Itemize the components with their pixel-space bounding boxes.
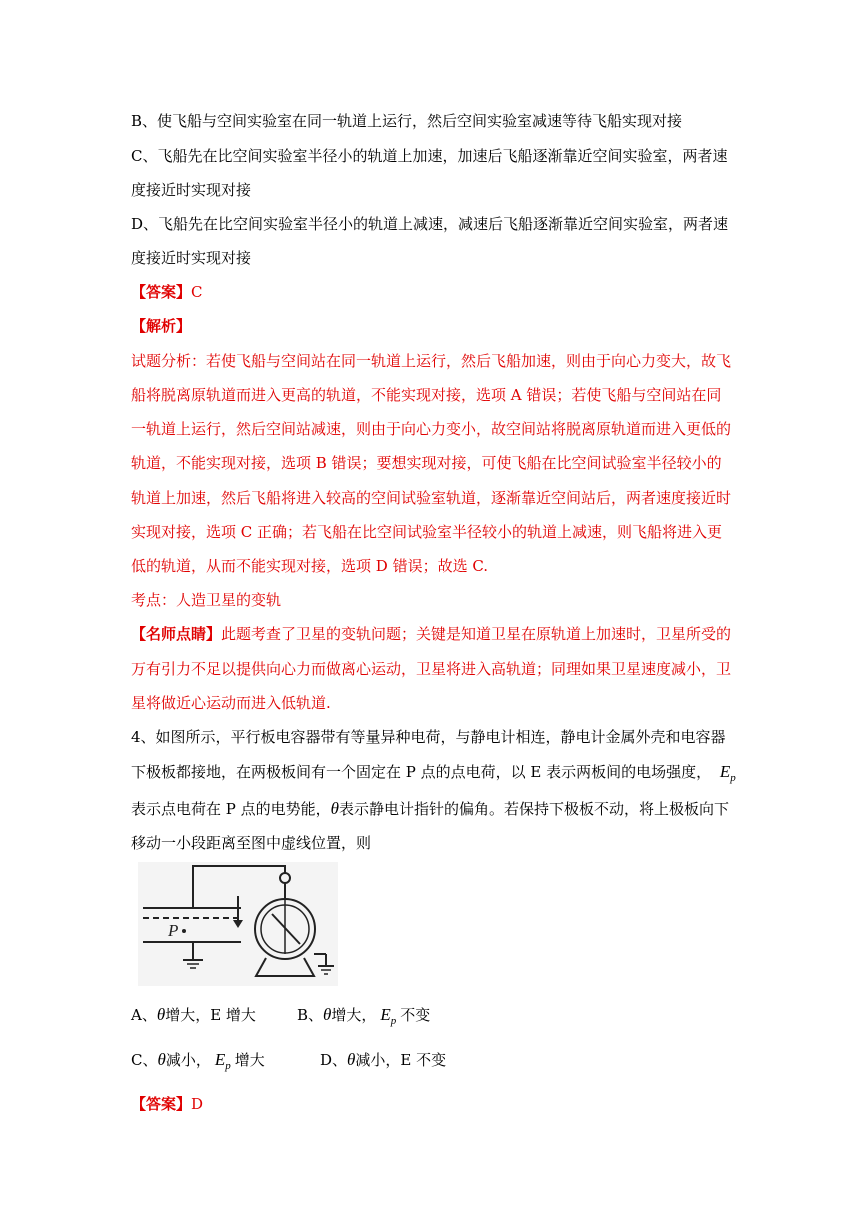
analysis-label-row [131,316,191,336]
comment-line-3: 星将做近心运动而进入低轨道. [131,694,331,712]
ep-symbol: $E_p$ [214,1050,231,1072]
ep-symbol: $E_p$ [380,1005,397,1027]
analysis-line: 试题分析：若使飞船与空间站在同一轨道上运行，然后飞船加速，则由于向心力变大，故飞 [131,352,732,370]
comment-line-1 [131,624,731,644]
circuit-diagram [138,862,338,986]
kaodian: 考点：人造卫星的变轨 [131,591,282,609]
theta-symbol: θ [156,1005,166,1024]
q4-stem-text: 下极板都接地，在两极板间有一个固定在 P 点的点电荷，以 E 表示两板间的电场强度， [131,763,712,781]
analysis-line: 轨道上加速，然后飞船将进入较高的空间试验室轨道，逐渐靠近空间站后，两者速度接近时 [131,489,732,507]
ep-symbol: $E_p$ [719,762,736,784]
answer-row [131,282,203,302]
comment-line-2: 万有引力不足以提供向心力而做离心运动，卫星将进入高轨道；同理如果卫星速度减小，卫 [131,660,732,678]
option-a: A、θ增大，E 增大 [131,1005,256,1024]
theta-symbol: θ [330,799,339,818]
analysis-label: 【解析】 [131,317,192,335]
option-b: B、使飞船与空间实验室在同一轨道上运行，然后空间实验室减速等待飞船实现对接 [131,112,683,130]
theta-symbol: θ [347,1050,356,1069]
option-c-line-1: C、飞船先在比空间实验室半径小的轨道上加速，加速后飞船逐渐靠近空间实验室，两者速 [131,147,728,165]
q4-stem-line-4: 移动一小段距离至图中虚线位置，则 [131,834,372,852]
comment-label: 【名师点睛】 [131,625,222,643]
analysis-line: 轨道，不能实现对接，选项 B 错误；要想实现对接，可使飞船在比空间试验室半径较小的 [131,454,722,472]
capacitor-electrometer-figure [138,862,338,990]
option-d-line-1: D、飞船先在比空间实验室半径小的轨道上减速，减速后飞船逐渐靠近空间实验室，两者速 [131,215,729,233]
analysis-line: 低的轨道，从而不能实现对接，选项 D 错误；故选 C. [131,557,489,575]
point-p-label: P [168,921,179,940]
q4-stem-line-1: 4、如图所示，平行板电容器带有等量异种电荷，与静电计相连，静电计金属外壳和电容器 [131,728,726,746]
theta-symbol: θ [323,1005,332,1024]
option-d: D、θ减小，E 不变 [320,1050,447,1069]
option-c: C、θ减小， $E_p$ 增大 [131,1050,265,1072]
answer-value: D [191,1095,204,1113]
comment-text: 此题考查了卫星的变轨问题；关键是知道卫星在原轨道上加速时，卫星所受的 [221,625,732,643]
option-d-line-2: 度接近时实现对接 [131,249,252,267]
point-p-dot [182,929,186,933]
analysis-line: 一轨道上运行，然后空间站减速，则由于向心力变小，故空间站将脱离原轨道而进入更低的 [131,420,732,438]
theta-symbol: θ [157,1050,166,1069]
option-b: B、θ增大， $E_p$ 不变 [297,1005,431,1027]
q4-stem-line-2 [131,762,736,788]
analysis-line: 船将脱离原轨道而进入更高的轨道，不能实现对接，选项 A 错误；若使飞船与空间站在同 [131,386,722,404]
q4-answer-row [131,1094,203,1114]
answer-value: C [191,283,203,301]
q4-stem-line-3: 表示点电荷在 P 点的电势能，θ表示静电计指针的偏角。若保持下极板不动，将上极板向下 [131,799,730,818]
option-c-line-2: 度接近时实现对接 [131,181,252,199]
answer-label: 【答案】 [131,283,192,301]
answer-label: 【答案】 [131,1095,192,1113]
analysis-line: 实现对接，选项 C 正确；若飞船在比空间试验室半径较小的轨道上减速，则飞船将进入更 [131,523,723,541]
